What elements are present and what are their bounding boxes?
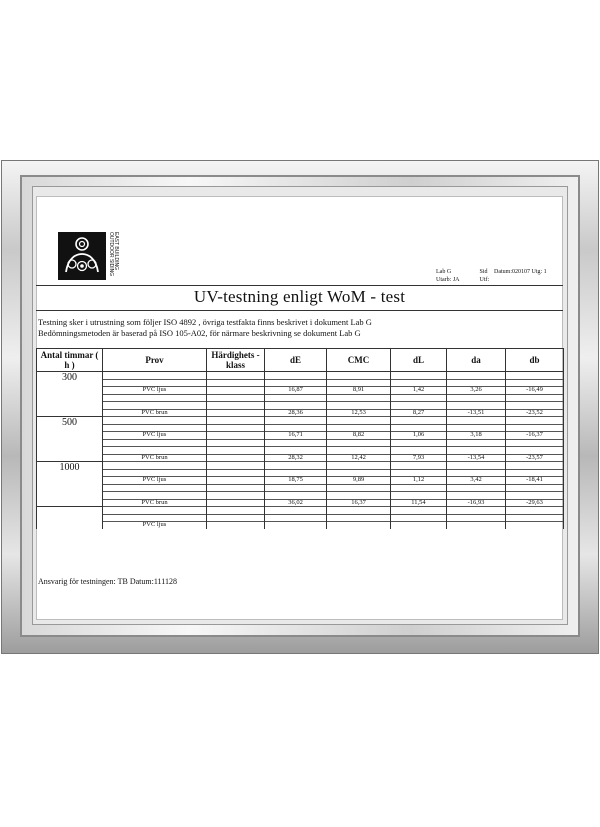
class-cell xyxy=(207,514,265,522)
value-cell xyxy=(506,522,564,529)
value-cell: 8,82 xyxy=(327,432,391,440)
value-cell xyxy=(265,402,327,410)
prov-cell: PVC brun xyxy=(103,409,207,417)
spiral-figure-logo-icon xyxy=(58,232,106,280)
value-cell xyxy=(327,514,391,522)
prov-cell xyxy=(103,507,207,515)
col-header: dE xyxy=(265,349,327,372)
value-cell xyxy=(265,372,327,380)
value-cell xyxy=(447,462,506,470)
class-cell xyxy=(207,372,265,380)
value-cell: 3,18 xyxy=(447,432,506,440)
table-row xyxy=(37,454,564,462)
value-cell: -16,93 xyxy=(447,499,506,507)
value-cell xyxy=(327,507,391,515)
class-cell xyxy=(207,394,265,402)
prov-cell xyxy=(103,402,207,410)
value-cell xyxy=(265,447,327,455)
value-cell xyxy=(265,484,327,492)
table-header-row xyxy=(37,349,564,372)
value-cell xyxy=(391,507,447,515)
table-row xyxy=(37,394,564,402)
value-cell xyxy=(391,394,447,402)
value-cell xyxy=(447,372,506,380)
meta-sid: Sid xyxy=(479,269,488,275)
value-cell xyxy=(327,492,391,500)
value-cell: 8,91 xyxy=(327,387,391,395)
prov-cell xyxy=(103,372,207,380)
value-cell: 28,32 xyxy=(265,454,327,462)
value-cell xyxy=(506,372,564,380)
value-cell: 1,06 xyxy=(391,432,447,440)
class-cell xyxy=(207,492,265,500)
table-row xyxy=(37,477,564,485)
table-row xyxy=(37,499,564,507)
value-cell xyxy=(447,514,506,522)
value-cell xyxy=(506,507,564,515)
table-row xyxy=(37,522,564,529)
table-row xyxy=(37,439,564,447)
value-cell xyxy=(327,462,391,470)
prov-cell xyxy=(103,492,207,500)
value-cell xyxy=(391,447,447,455)
value-cell xyxy=(327,394,391,402)
prov-cell: PVC ljus xyxy=(103,522,207,529)
value-cell xyxy=(327,417,391,425)
intro-text xyxy=(38,317,372,339)
value-cell xyxy=(265,394,327,402)
value-cell xyxy=(506,462,564,470)
hours-cell xyxy=(37,507,103,529)
value-cell xyxy=(391,514,447,522)
table-row xyxy=(37,409,564,417)
class-cell xyxy=(207,379,265,387)
value-cell xyxy=(447,394,506,402)
value-cell xyxy=(447,417,506,425)
value-cell xyxy=(391,372,447,380)
value-cell xyxy=(506,439,564,447)
value-cell: 16,71 xyxy=(265,432,327,440)
prov-cell xyxy=(103,447,207,455)
intro-line: Testning sker i utrustning som följer ISO 4892 , övriga testfakta finns beskrivet i dokument Lab G xyxy=(38,317,372,327)
table-row xyxy=(37,462,564,470)
meta-lab: Lab G xyxy=(436,269,452,275)
value-cell xyxy=(391,439,447,447)
value-cell: 3,42 xyxy=(447,477,506,485)
class-cell xyxy=(207,477,265,485)
prov-cell: PVC ljus xyxy=(103,387,207,395)
prov-cell xyxy=(103,417,207,425)
value-cell: 16,37 xyxy=(327,499,391,507)
value-cell: -23,57 xyxy=(506,454,564,462)
table-row xyxy=(37,492,564,500)
col-header: da xyxy=(447,349,506,372)
value-cell: -16,37 xyxy=(506,432,564,440)
class-cell xyxy=(207,432,265,440)
logo-text-line: EAST BUILDING xyxy=(113,232,119,270)
value-cell xyxy=(506,402,564,410)
class-cell xyxy=(207,522,265,529)
class-cell xyxy=(207,484,265,492)
intro-line: Bedömningsmetoden är baserad på ISO 105-A02, för närmare beskrivning se dokument Lab G xyxy=(38,328,361,338)
value-cell xyxy=(327,372,391,380)
logo-text-line: OUTDOOR SIDING xyxy=(108,232,114,277)
class-cell xyxy=(207,387,265,395)
prov-cell: PVC ljus xyxy=(103,432,207,440)
table-row xyxy=(37,387,564,395)
value-cell xyxy=(447,402,506,410)
table-row xyxy=(37,514,564,522)
meta-datum: Datum:020107 Utg: 1 xyxy=(494,269,547,275)
value-cell xyxy=(265,522,327,529)
class-cell xyxy=(207,454,265,462)
value-cell xyxy=(265,507,327,515)
value-cell: 12,53 xyxy=(327,409,391,417)
value-cell: 1,42 xyxy=(391,387,447,395)
class-cell xyxy=(207,409,265,417)
col-header: Härdighets -klass xyxy=(207,349,265,372)
title-divider xyxy=(36,310,563,311)
responsible-footer: Ansvarig för testningen: TB Datum:111128 xyxy=(38,577,177,586)
class-cell xyxy=(207,469,265,477)
value-cell: -23,52 xyxy=(506,409,564,417)
col-header: dL xyxy=(391,349,447,372)
value-cell: -13,54 xyxy=(447,454,506,462)
value-cell: 8,27 xyxy=(391,409,447,417)
value-cell xyxy=(447,522,506,529)
value-cell xyxy=(391,417,447,425)
value-cell: 11,54 xyxy=(391,499,447,507)
value-cell xyxy=(391,522,447,529)
prov-cell xyxy=(103,439,207,447)
meta-utf: Utf: xyxy=(479,277,490,283)
prov-cell xyxy=(103,484,207,492)
value-cell: 9,89 xyxy=(327,477,391,485)
table-row xyxy=(37,447,564,455)
col-header: Antal timmar ( h ) xyxy=(37,349,103,372)
value-cell: 16,87 xyxy=(265,387,327,395)
table-body xyxy=(37,372,564,529)
class-cell xyxy=(207,402,265,410)
value-cell xyxy=(391,462,447,470)
value-cell xyxy=(265,492,327,500)
table-row xyxy=(37,484,564,492)
class-cell xyxy=(207,507,265,515)
value-cell: 18,75 xyxy=(265,477,327,485)
table-row xyxy=(37,372,564,380)
prov-cell: PVC ljus xyxy=(103,477,207,485)
value-cell xyxy=(506,492,564,500)
value-cell: -13,51 xyxy=(447,409,506,417)
class-cell xyxy=(207,417,265,425)
col-header: Prov xyxy=(103,349,207,372)
class-cell xyxy=(207,447,265,455)
class-cell xyxy=(207,499,265,507)
value-cell xyxy=(447,492,506,500)
prov-cell: PVC brun xyxy=(103,454,207,462)
col-header: db xyxy=(506,349,564,372)
value-cell xyxy=(265,417,327,425)
document-meta xyxy=(436,268,547,284)
value-cell: 12,42 xyxy=(327,454,391,462)
meta-utarb: Utarb: JA xyxy=(436,277,460,283)
prov-cell xyxy=(103,394,207,402)
results-table xyxy=(36,348,564,529)
prov-cell xyxy=(103,462,207,470)
class-cell xyxy=(207,424,265,432)
value-cell xyxy=(265,439,327,447)
value-cell xyxy=(447,439,506,447)
value-cell xyxy=(506,447,564,455)
prov-cell: PVC brun xyxy=(103,499,207,507)
hours-cell: 500 xyxy=(37,417,103,462)
value-cell xyxy=(447,484,506,492)
hours-cell: 1000 xyxy=(37,462,103,507)
value-cell xyxy=(327,447,391,455)
table-row xyxy=(37,507,564,515)
value-cell xyxy=(327,402,391,410)
value-cell xyxy=(506,417,564,425)
value-cell xyxy=(506,394,564,402)
value-cell xyxy=(447,447,506,455)
value-cell: -16,49 xyxy=(506,387,564,395)
table-row xyxy=(37,402,564,410)
document-title: UV-testning enligt WoM - test xyxy=(193,287,406,306)
value-cell xyxy=(506,484,564,492)
value-cell xyxy=(506,514,564,522)
value-cell: 3,26 xyxy=(447,387,506,395)
value-cell xyxy=(327,439,391,447)
value-cell: -29,63 xyxy=(506,499,564,507)
table-row xyxy=(37,417,564,425)
value-cell: 7,93 xyxy=(391,454,447,462)
value-cell xyxy=(265,462,327,470)
hours-cell: 300 xyxy=(37,372,103,417)
class-cell xyxy=(207,439,265,447)
value-cell xyxy=(391,402,447,410)
value-cell xyxy=(447,507,506,515)
col-header: CMC xyxy=(327,349,391,372)
test-document xyxy=(36,196,563,620)
value-cell xyxy=(327,484,391,492)
value-cell xyxy=(327,522,391,529)
value-cell: 28,36 xyxy=(265,409,327,417)
table-row xyxy=(37,432,564,440)
value-cell xyxy=(391,492,447,500)
value-cell: 36,02 xyxy=(265,499,327,507)
value-cell: 1,12 xyxy=(391,477,447,485)
value-cell xyxy=(265,514,327,522)
header-divider xyxy=(36,285,563,286)
value-cell xyxy=(391,484,447,492)
logo-wordmark xyxy=(108,232,118,292)
class-cell xyxy=(207,462,265,470)
value-cell: -18,41 xyxy=(506,477,564,485)
